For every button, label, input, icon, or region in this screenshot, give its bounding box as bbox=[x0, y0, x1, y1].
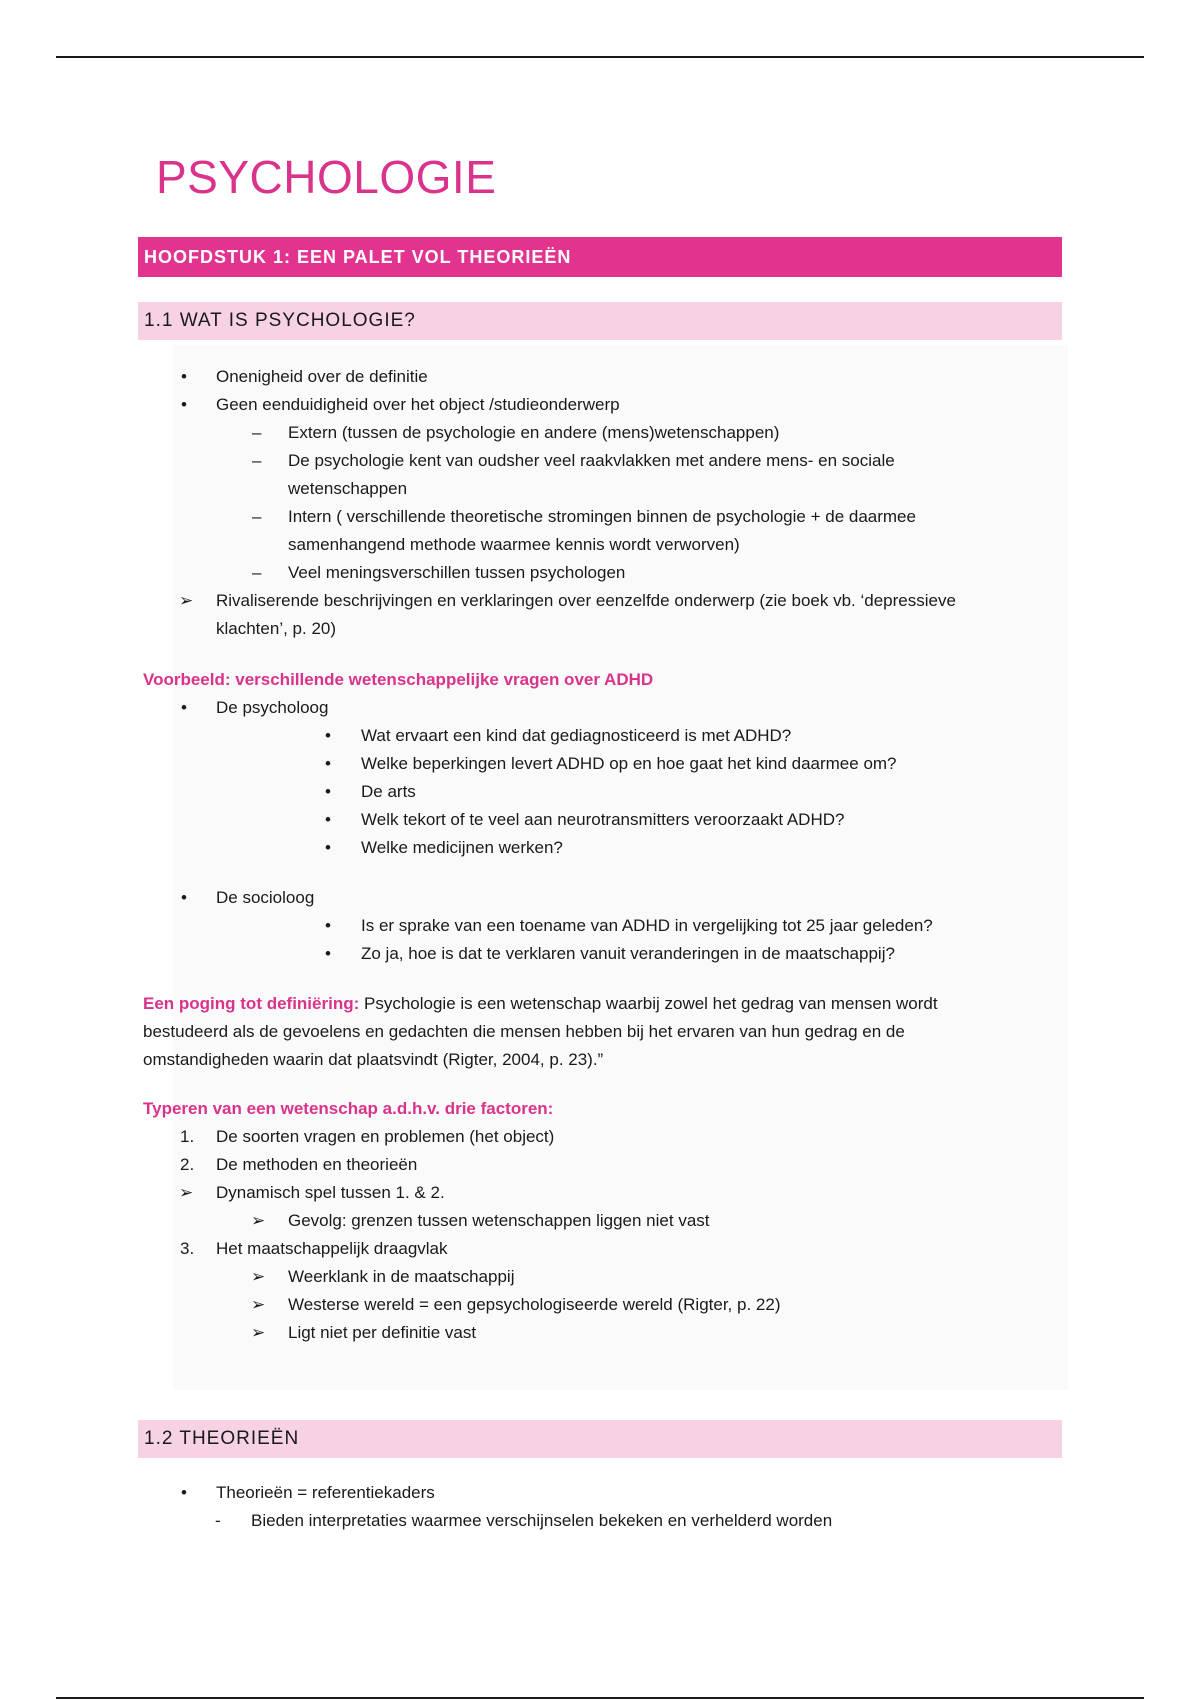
document-title: PSYCHOLOGIE bbox=[156, 151, 497, 203]
section-heading-1-2 bbox=[138, 1420, 1062, 1458]
bullet-icon: • bbox=[325, 838, 331, 857]
top-rule bbox=[56, 56, 1144, 58]
bullet-icon: • bbox=[325, 916, 331, 935]
definition-paragraph-line bbox=[143, 990, 938, 1018]
list-item: Welk tekort of te veel aan neurotransmitters veroorzaakt ADHD? bbox=[361, 810, 845, 829]
section-heading-text: 1.1 WAT IS PSYCHOLOGIE? bbox=[144, 310, 416, 331]
bullet-icon: • bbox=[325, 726, 331, 745]
arrow-icon: ➢ bbox=[179, 1183, 194, 1202]
list-item: Wat ervaart een kind dat gediagnosticeerd is met ADHD? bbox=[361, 726, 792, 745]
list-item: Onenigheid over de definitie bbox=[216, 367, 428, 386]
dash-icon: – bbox=[252, 507, 262, 526]
list-item: De arts bbox=[361, 782, 416, 801]
list-number: 2. bbox=[180, 1155, 195, 1174]
list-item: Veel meningsverschillen tussen psychologen bbox=[288, 563, 626, 582]
arrow-icon: ➢ bbox=[251, 1323, 266, 1342]
list-item: Welke medicijnen werken? bbox=[361, 838, 563, 857]
list-item: De socioloog bbox=[216, 888, 315, 907]
list-item: Rivaliserende beschrijvingen en verklaringen over eenzelfde onderwerp (zie boek vb. ‘depressieve bbox=[216, 591, 956, 610]
arrow-icon: ➢ bbox=[251, 1267, 266, 1286]
list-item: Weerklank in de maatschappij bbox=[288, 1267, 515, 1286]
bullet-icon: • bbox=[181, 698, 187, 717]
bullet-icon: • bbox=[325, 944, 331, 963]
list-item: Zo ja, hoe is dat te verklaren vanuit veranderingen in de maatschappij? bbox=[361, 944, 895, 963]
section-heading-text: 1.2 THEORIEËN bbox=[144, 1428, 300, 1449]
list-item-continued: wetenschappen bbox=[288, 479, 408, 498]
bullet-icon: • bbox=[325, 810, 331, 829]
list-item: Intern ( verschillende theoretische stromingen binnen de psychologie + de daarmee bbox=[288, 507, 916, 526]
section-heading-1-1 bbox=[138, 302, 1062, 340]
list-item: Dynamisch spel tussen 1. & 2. bbox=[216, 1183, 445, 1202]
list-item: Westerse wereld = een gepsychologiseerde wereld (Rigter, p. 22) bbox=[288, 1295, 781, 1314]
definition-paragraph-line: bestudeerd als de gevoelens en gedachten die mensen hebben bij het ervaren van hun gedrag en de bbox=[143, 1022, 905, 1041]
list-item: Theorieën = referentiekaders bbox=[216, 1483, 435, 1502]
dash-icon: – bbox=[252, 423, 262, 442]
chapter-heading-text: HOOFDSTUK 1: EEN PALET VOL THEORIEËN bbox=[144, 246, 572, 267]
list-item: Gevolg: grenzen tussen wetenschappen liggen niet vast bbox=[288, 1211, 710, 1230]
bullet-icon: • bbox=[181, 1483, 187, 1502]
definition-text: Psychologie is een wetenschap waarbij zowel het gedrag van mensen wordt bbox=[359, 994, 938, 1013]
list-item: Geen eenduidigheid over het object /studieonderwerp bbox=[216, 395, 620, 414]
list-item: Extern (tussen de psychologie en andere (mens)wetenschappen) bbox=[288, 423, 780, 442]
list-item: De psychologie kent van oudsher veel raakvlakken met andere mens- en sociale bbox=[288, 451, 895, 470]
bullet-icon: • bbox=[181, 888, 187, 907]
list-item: Ligt niet per definitie vast bbox=[288, 1323, 477, 1342]
list-item: De soorten vragen en problemen (het object) bbox=[216, 1127, 555, 1146]
bullet-icon: • bbox=[325, 754, 331, 773]
bullet-icon: • bbox=[181, 395, 187, 414]
list-item: De psycholoog bbox=[216, 698, 329, 717]
bullet-icon: • bbox=[325, 782, 331, 801]
definition-label: Een poging tot definiëring: bbox=[143, 994, 360, 1013]
bottom-rule bbox=[56, 1697, 1144, 1699]
list-number: 3. bbox=[180, 1239, 195, 1258]
chapter-heading bbox=[138, 237, 1062, 277]
arrow-icon: ➢ bbox=[179, 591, 194, 610]
list-item-continued: klachten’, p. 20) bbox=[216, 619, 337, 638]
list-item: Is er sprake van een toename van ADHD in vergelijking tot 25 jaar geleden? bbox=[361, 916, 933, 935]
dash-icon: – bbox=[252, 451, 262, 470]
arrow-icon: ➢ bbox=[251, 1295, 266, 1314]
arrow-icon: ➢ bbox=[251, 1211, 266, 1230]
list-item-continued: samenhangend methode waarmee kennis wordt verworven) bbox=[288, 535, 740, 554]
list-item: De methoden en theorieën bbox=[216, 1155, 418, 1174]
list-item: Het maatschappelijk draagvlak bbox=[216, 1239, 448, 1258]
list-item: Welke beperkingen levert ADHD op en hoe gaat het kind daarmee om? bbox=[361, 754, 897, 773]
bullet-icon: • bbox=[181, 367, 187, 386]
example-heading: Voorbeeld: verschillende wetenschappelijke vragen over ADHD bbox=[143, 670, 654, 689]
factors-heading: Typeren van een wetenschap a.d.h.v. drie factoren: bbox=[143, 1099, 554, 1118]
hyphen-icon: - bbox=[215, 1511, 221, 1530]
list-item: Bieden interpretaties waarmee verschijnselen bekeken en verhelderd worden bbox=[251, 1511, 833, 1530]
list-number: 1. bbox=[180, 1127, 195, 1146]
dash-icon: – bbox=[252, 563, 262, 582]
definition-paragraph-line: omstandigheden waarin dat plaatsvindt (Rigter, 2004, p. 23).” bbox=[143, 1050, 604, 1069]
